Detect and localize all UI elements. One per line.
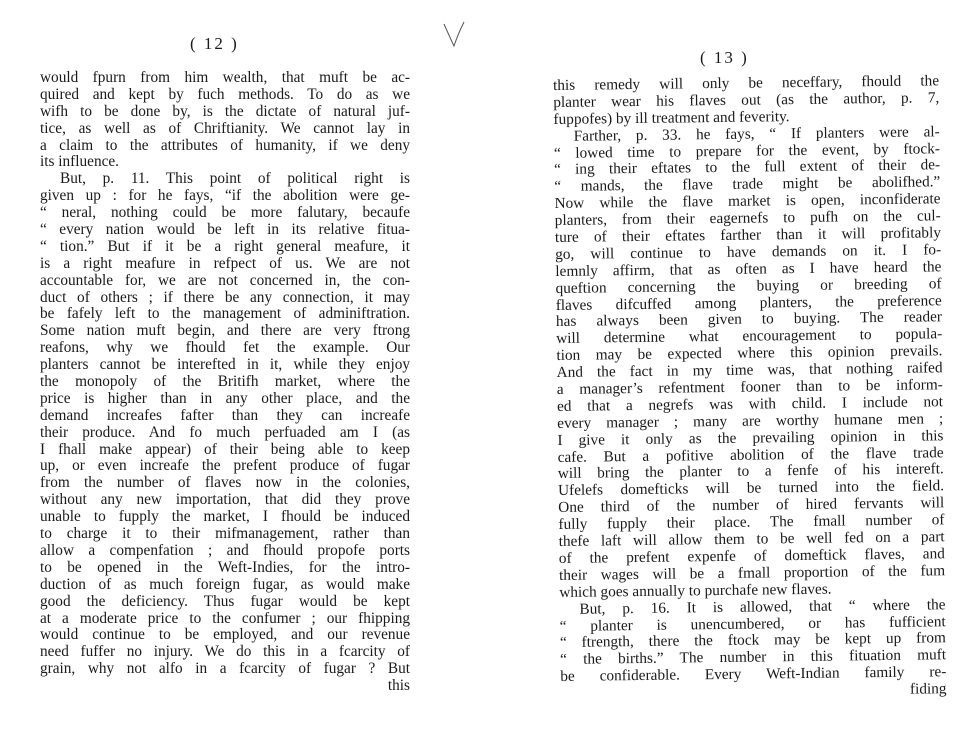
page-fold-mark — [440, 20, 470, 50]
text-line: cafe. But a pofitive abolition of the flave trade — [557, 443, 944, 466]
text-line: Some nation muft begin, and there are very ftrong — [40, 322, 410, 340]
text-line: ture of their eftates farther than it will profitably — [554, 224, 942, 247]
text-line: fully fupply their place. The fmall number of — [558, 511, 945, 534]
text-line: good the deficiency. Thus fugar would be kept — [40, 592, 410, 610]
text-line: will bring the planter to a fenfe of his intereft. — [557, 460, 944, 483]
text-line: One third of the number of hired fervants will — [558, 494, 945, 517]
text-line: But, p. 16. It is allowed, that “ where the — [579, 595, 946, 618]
text-line: without any new importation, that did they prove — [40, 491, 410, 509]
right-page-number: ( 13 ) — [700, 48, 749, 67]
text-line: a claim to the attributes of humanity, if we deny — [40, 136, 410, 154]
text-line: And the fact in my time was, that nothing raifed — [556, 359, 943, 382]
text-line: reafons, why we fhould fet the example. Our — [40, 339, 410, 357]
text-line: its influence. — [40, 153, 120, 171]
text-line: from the number of flaves now in the colonies, — [40, 474, 410, 492]
text-line: fuppofes) by ill treatment and feverity. — [553, 107, 790, 128]
text-line: “ neral, nothing could be more falutary, becaufe — [40, 204, 410, 222]
text-line: quired and kept by fuch methods. To do as we — [40, 85, 410, 103]
text-line: of the prefent expenfe of domeftick flaves, and — [558, 545, 945, 567]
text-line: accountable for, we are not concerned in, the con- — [40, 271, 410, 289]
right-page-text — [553, 73, 947, 703]
text-line: this remedy will only be neceffary, fhould the — [552, 72, 940, 94]
text-line: planters cannot be interefted in it, while they enjoy — [40, 356, 410, 374]
text-line: “ mands, the flave trade might be abolifhed.” — [554, 173, 941, 196]
text-line: I fhall make appear) of their being able to keep — [40, 440, 410, 458]
text-line: lemnly affirm, that as often as I have heard the — [555, 258, 942, 280]
text-line: “ the births.” The number in this fituation muft — [560, 646, 947, 669]
catchword: fiding — [909, 680, 947, 698]
text-line: Ufelefs domefticks will be turned into the field. — [557, 477, 945, 500]
text-line: demand increafes fafter than they can increafe — [40, 406, 410, 424]
text-line: their wages will be a fmall proportion of the fum — [558, 562, 946, 584]
text-line: a manager’s refentment fooner than to be inform- — [556, 376, 943, 399]
text-line: duction of as much foreign fugar, as would make — [40, 575, 410, 593]
text-line: wifh to be done by, is the dictate of natural juf- — [40, 102, 410, 120]
text-line: is a right meafure in refpect of us. We are not — [40, 254, 410, 272]
text-line: price is higher than in any other place, and the — [40, 389, 410, 407]
text-line: the monopoly of the Britifh market, where the — [40, 373, 410, 391]
text-line: every manager ; many are worthy humane men ; — [557, 410, 944, 432]
catchword: this — [387, 677, 410, 695]
text-line: “ every nation would be left in its relative fitua- — [40, 221, 410, 239]
text-line: grain, why not alfo in a fcarcity of fugar ? But — [40, 660, 410, 678]
text-line: “ ftrength, there the ftock may be kept up from — [559, 629, 946, 652]
text-line: given up : for he fays, “if the abolition were ge- — [40, 187, 410, 205]
text-line: up, or even increafe the prefent produce of fugar — [40, 457, 410, 475]
text-line: go, will continue to have demands on it. I fo- — [555, 241, 942, 263]
text-line: be confiderable. Every Weft-Indian family re- — [560, 663, 947, 686]
text-line: to be opened in the Weft-Indies, for the intro- — [40, 558, 410, 576]
text-line: planter wear his flaves out (as the author, p. 7, — [553, 89, 940, 111]
text-line: be fafely left to the management of adminiftration. — [40, 305, 410, 323]
text-line: would continue to be employed, and our revenue — [40, 626, 410, 644]
text-line: “ planter is unencumbered, or has fufficient — [559, 612, 946, 635]
text-line: planters, from their eagernefs to pufh on the cul- — [554, 207, 941, 230]
text-line: ed that a negrefs was with child. I include not — [556, 393, 944, 415]
text-line: need fuffer no injury. We do this in a fcarcity of — [40, 643, 410, 661]
text-line: will determine what encouragement to popula- — [556, 325, 943, 348]
text-line: has always been given to buying. The reader — [555, 308, 943, 331]
text-line: But, p. 11. This point of political right is — [60, 170, 410, 188]
text-line: Farther, p. 33. he fays, “ If planters were al- — [573, 122, 940, 145]
text-line: to charge it to their mifmanagement, rather than — [40, 525, 410, 543]
text-line: their produce. And fo much perfuaded am I (as — [40, 423, 410, 441]
text-line: which goes annually to purchafe new flaves. — [559, 580, 832, 601]
text-line: “ tion.” But if it be a right general meafure, it — [40, 237, 410, 255]
text-line: allow a compenfation ; and fhould propofe ports — [40, 541, 410, 559]
text-line: at a moderate price to the confumer ; our fhipping — [40, 609, 410, 627]
text-line: thefe laft will allow them to be well fed on a part — [558, 528, 945, 551]
left-page-number: ( 12 ) — [190, 34, 239, 53]
text-line: tion may be expected where this opinion prevails. — [556, 342, 943, 365]
text-line: flaves difcuffed among planters, the preference — [555, 291, 942, 314]
text-line: “ ing their eftates to the full extent of their de- — [554, 156, 941, 179]
text-line: I give it only as the prevailing opinion in this — [557, 426, 944, 449]
text-line: queftion concerning the buying or breeding of — [555, 274, 942, 297]
text-line: duct of others ; if there be any connection, it may — [40, 288, 410, 306]
text-line: “ lowed time to prepare for the event, by ftock- — [553, 139, 940, 162]
text-line: tice, as well as of Chriftianity. We cannot lay in — [40, 119, 410, 137]
text-line: unable to fupply the market, I fhould be induced — [40, 508, 410, 526]
text-line: Now while the flave market is open, inconfiderate — [554, 190, 941, 213]
left-page-text — [40, 70, 410, 695]
text-line: would fpurn from him wealth, that muft be ac- — [40, 69, 410, 86]
